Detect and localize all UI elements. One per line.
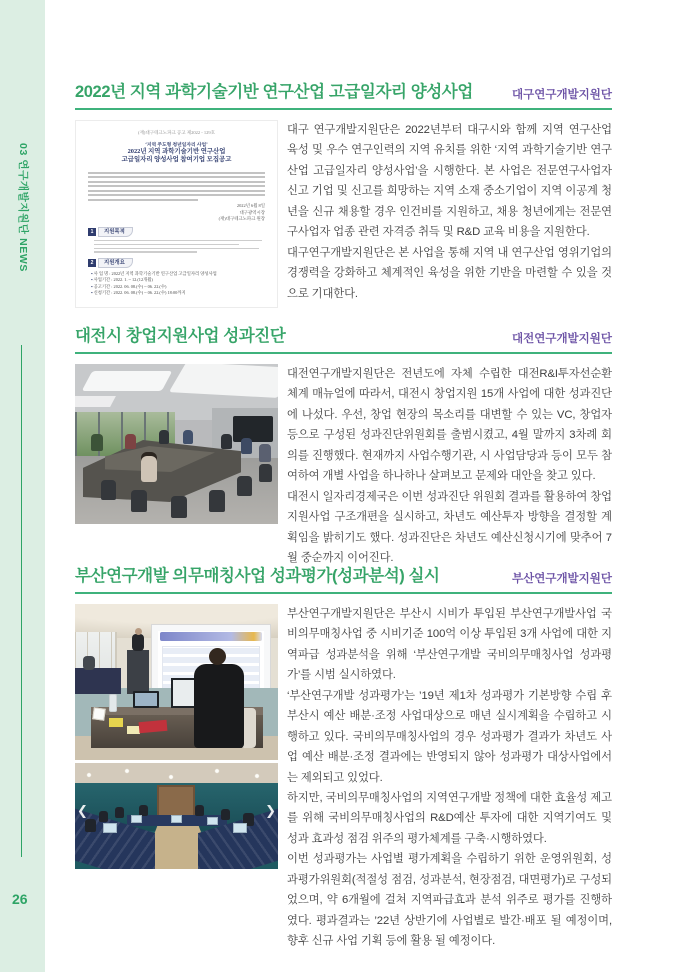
- sidebar: [0, 0, 45, 972]
- person: [115, 807, 124, 818]
- person-foreground: [141, 456, 157, 482]
- paragraph: 부산연구개발지원단은 부산시 시비가 투입된 부산연구개발사업 국비의무매칭사업 중 시비기준 100억 이상 투입된 3개 사업에 대한 지역파급 성과분석을 위해 ‘부산연구개발 국비의무매칭사업 성과평가’를 시범 실시하였다.: [287, 608, 612, 682]
- person: [259, 444, 271, 462]
- article-busan-body: [287, 604, 612, 951]
- doc-announcement-number: (재)대구테크노파크 공고 제2022 - 129호: [138, 130, 215, 135]
- laptop: [103, 823, 117, 833]
- recruitment-announcement-document: [75, 120, 278, 308]
- paragraph: ‘부산연구개발 성과평가’는 ’19년 제1차 성과평가 기본방향 수립 후 부산시 예산 배분·조정 사업대상으로 매년 실시계획을 수립하고 시행하고 있다. 국비의무매칭사업의 경우 성과평가 결과가 차년도 사업 예산 배분·조정 결과에는 반영되지 않아 성과평가 대상사업에서는 제외되고 있었다.: [287, 689, 612, 784]
- ceiling-light: [169, 364, 278, 398]
- article-daejeon-body: [287, 364, 612, 568]
- paragraph: 대구 연구개발지원단은 2022년부터 대구시와 함께 지역 연구산업 육성 및 우수 연구인력의 지역 유치를 위한 ‘지역 과학기술기반 연구산업 고급일자리 양성사업’을 시행한다. 본 사업은 전문연구사업자 신고 기업 및 신고를 희망하는 지역 소재 중소기업이 지역 이공계 청년을 신규 채용할 경우 인건비를 지원하고, 채용 청년에게는 전문연구사업자 업종 관련 자격증 취득 및 R&D 교육 비용을 지원한다.: [287, 124, 612, 239]
- name-card: [92, 707, 106, 721]
- article-daejeon: [75, 326, 612, 568]
- person-foreground: [194, 664, 244, 748]
- sidebar-section-label: 03 연구개발지원단 NEWS: [17, 143, 29, 273]
- article-daegu-title: 2022년 지역 과학기술기반 연구산업 고급일자리 양성사업: [75, 83, 473, 101]
- person: [99, 811, 108, 822]
- yellow-note: [109, 718, 123, 727]
- article-busan-header: [75, 566, 612, 594]
- person: [183, 430, 193, 444]
- article-busan: [75, 566, 612, 951]
- chair: [131, 490, 147, 512]
- person: [221, 809, 230, 820]
- article-daejeon-title: 대전시 창업지원사업 성과진단: [75, 327, 286, 345]
- carousel-next-icon: ❯: [265, 804, 276, 819]
- person: [85, 819, 96, 832]
- committee-room-photo: [75, 763, 278, 869]
- doc-section-2: 2 지원개요: [88, 258, 265, 268]
- ceiling-light: [82, 371, 173, 391]
- doc-signature: 2022년 6월 8일 대구광역시장 (재)대구테크노파크 원장: [218, 203, 265, 222]
- paragraph: 하지만, 국비의무매칭사업의 지역연구개발 정책에 대한 효율성 제고를 위해 국비의무매칭사업의 R&D예산 투자에 대한 지역기여도 및 성과 효과성 점검 위주의 평가체계를 구축·시행하였다.: [287, 791, 612, 845]
- photo-ceiling: [75, 763, 278, 783]
- article-daejeon-header: [75, 326, 612, 354]
- doc-body-text-lines: [88, 172, 265, 201]
- meeting-room-photo: [75, 364, 278, 524]
- page-number: 26: [12, 891, 28, 907]
- person: [195, 805, 204, 816]
- article-busan-title: 부산연구개발 의무매칭사업 성과평가(성과분석) 실시: [75, 567, 440, 585]
- carousel-prev-icon: ❮: [77, 804, 88, 819]
- laptop: [233, 823, 247, 833]
- person: [159, 430, 169, 444]
- podium: [127, 650, 149, 694]
- doc-section-1-lines: [88, 240, 265, 253]
- water-bottle: [109, 694, 117, 712]
- paragraph: 이번 성과평가는 사업별 평가계획을 수립하기 위한 운영위원회, 성과평가위원회(적절성 점검, 성과분석, 현장점검, 대면평가)로 구성되었으며, 약 6개월에 걸쳐 지역파급효과 분석 위주로 평가를 진행하였다. 평과결과는 ’22년 상반기에 사업별로 발간·배포 될 예정이며, 향후 신규 사업 기획 등에 활용 될 예정이다.: [287, 853, 612, 947]
- side-table: [75, 668, 121, 694]
- laptop-screen: [135, 693, 157, 706]
- article-daegu: [75, 82, 612, 308]
- paragraph: 대전시 일자리경제국은 이번 성과진단 위원회 결과를 활용하여 창업지원사업 구조개편을 실시하고, 차년도 예산투자 방향을 결정할 계획임을 밝히기도 했다. 성과진단은 차년도 예산신청시기에 맞추어 7월 중순까지 이어진다.: [287, 490, 612, 564]
- laptop: [207, 817, 218, 825]
- person: [221, 434, 232, 449]
- article-daegu-header: [75, 82, 612, 110]
- ceiling-light: [75, 396, 116, 407]
- paragraph: 대구연구개발지원단은 본 사업을 통해 지역 내 연구산업 영위기업의 경쟁력을 강화하고 체계적인 육성을 위한 기반을 마련할 수 있을 것으로 기대한다.: [287, 246, 612, 300]
- chair: [237, 476, 252, 496]
- speaker-head: [135, 628, 142, 635]
- person: [241, 438, 252, 454]
- article-daegu-body: [287, 120, 612, 308]
- evaluation-presentation-photo: [75, 604, 278, 760]
- paragraph: 대전연구개발지원단은 전년도에 자체 수립한 대전R&I투자선순환 체계 매뉴얼에 따라서, 대전시 창업지원 15개 사업에 대한 성과진단에 나섰다. 우선, 창업 현장의 목소리를 대변할 수 있는 VC, 창업자 등으로 구성된 성과진단위원회를 출범시켰고, 4월 말까지 3차례 회의를 진행했다. 현재까지 사업수행기관, 시 사업담당과 등이 모두 참여하여 개별 사업을 하나하나 살펴보고 문제와 대안을 찾고 있다.: [287, 368, 612, 483]
- speaker: [132, 634, 144, 651]
- wall-display-screen: [233, 416, 273, 442]
- slide-title-bar: [160, 632, 262, 641]
- person: [125, 434, 136, 449]
- article-daejeon-unit-badge: 대전연구개발지원단: [512, 333, 612, 345]
- laptop: [131, 815, 142, 823]
- person: [91, 434, 103, 451]
- sidebar-divider-line: [21, 345, 22, 857]
- article-busan-unit-badge: 부산연구개발지원단: [512, 573, 612, 585]
- chair: [259, 464, 272, 482]
- chair: [209, 490, 225, 512]
- person-seated: [83, 656, 95, 670]
- doc-section-1: 1 지원목적: [88, 227, 265, 237]
- article-daegu-unit-badge: 대구연구개발지원단: [512, 89, 612, 101]
- doc-title-block: ‘지역 주도형 청년일자리 사업’ 2022년 지역 과학기술기반 연구산업 고급일자리 양성사업 참여기업 모집공고: [121, 143, 232, 164]
- chair: [171, 496, 187, 518]
- laptop: [171, 815, 182, 823]
- person-head: [209, 648, 226, 665]
- doc-section-2-bullets: ▪ 사 업 명 : 2022년 지역 과학기술기반 연구산업 고급일자리 양성사업 ▪ 사업기간 : 2022. 1. ~ 12.(12개월) ▪ 공고기간 : 2022. 06. 08.(수) ~ 06. 22.(수) ▪ 신청기간 : 2022. 06. 08.(수) ~ 06. 22.(수) 18:00까지: [88, 271, 265, 296]
- chair: [101, 480, 116, 500]
